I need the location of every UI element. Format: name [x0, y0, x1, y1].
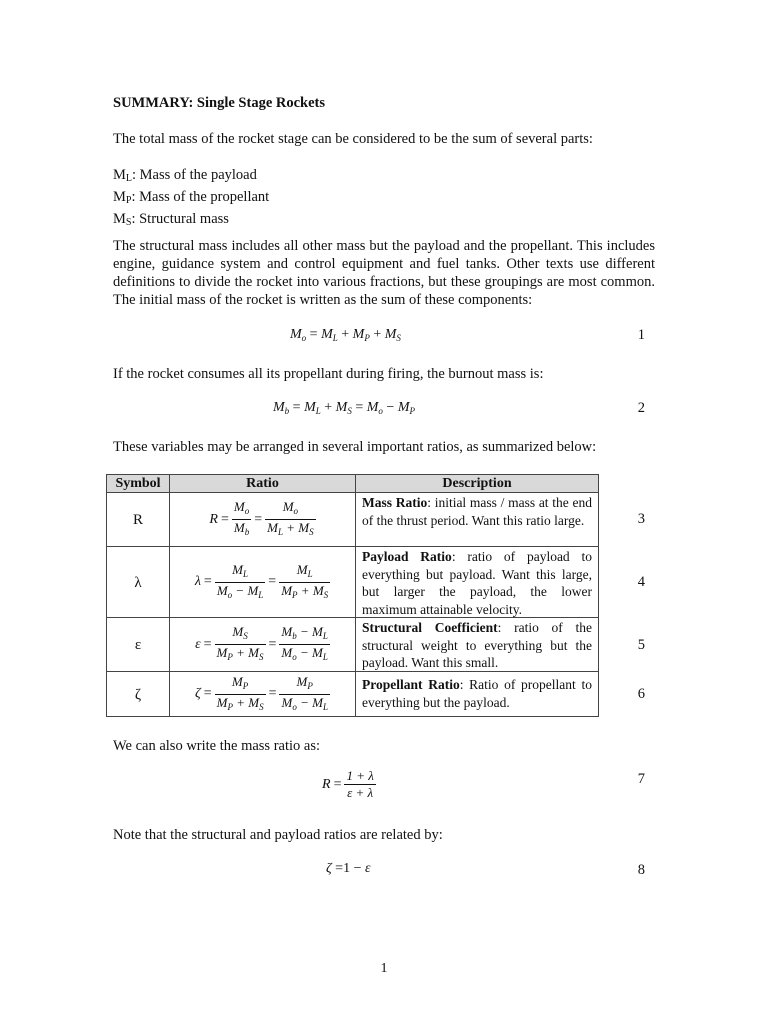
ratio-zeta-formula: ζ = $\frac{M_P}{M_P + M_S}$ = $\frac{M_P}{M_o - M_L}$ [169, 671, 356, 717]
header-ratio: Ratio [169, 474, 356, 493]
symbol-zeta: ζ [106, 671, 170, 717]
definition-propellant: $M_P$: Mass of the propellant [113, 189, 270, 206]
equation-7: R = $\frac{1 + \lambda}{\varepsilon + \lambda}$ [322, 768, 374, 800]
intro-paragraph: The total mass of the rocket stage can be considered to be the sum of several parts: [113, 131, 593, 147]
header-symbol: Symbol [106, 474, 170, 493]
equation-7-number: 7 [637, 771, 645, 787]
description-propellant-ratio: Propellant Ratio: Ratio of propellant to everything but the payload. [355, 671, 599, 717]
equation-2-number: 2 [637, 400, 645, 416]
equation-4-number: 4 [637, 574, 645, 590]
description-payload-ratio: Payload Ratio: ratio of payload to everything but payload. Want this large, but larger the payload, the lower maximum attainable velocity. [355, 546, 599, 618]
page-number: 1 [380, 961, 388, 976]
equation-8-number: 8 [637, 862, 645, 878]
page-title: SUMMARY: Single Stage Rockets [113, 95, 326, 111]
symbol-R: R [106, 492, 170, 547]
definition-payload: $M_L$: Mass of the payload [113, 167, 257, 184]
header-description: Description [355, 474, 599, 493]
structural-paragraph: The structural mass includes all other mass but the payload and the propellant. This includes engine, guidance system and control equipment and fuel tanks. Other texts use different definitions to divide the rocket into various fractions, but these groupings are most common. The initial mass of the rocket is written as the sum of these components: [113, 238, 655, 308]
ratios-text: These variables may be arranged in several important ratios, as summarized below: [113, 439, 597, 455]
equation-1: $M_o = M_L + M_P + M_S$ [290, 327, 401, 343]
equation-1-number: 1 [637, 327, 645, 343]
ratio-lambda-formula: λ = $\frac{M_L}{M_o - M_L}$ = $\frac{M_L}{M_P + M_S}$ [169, 546, 356, 618]
symbol-lambda: λ [106, 546, 170, 618]
equation-8: ζ =1 − ε [326, 861, 371, 876]
mass-definitions [113, 166, 269, 232]
equation-5-number: 5 [637, 637, 645, 653]
equation-2: $M_b = M_L + M_S = M_o - M_P$ [273, 400, 415, 416]
related-text: Note that the structural and payload ratios are related by: [113, 827, 443, 843]
equation-3-number: 3 [637, 511, 645, 527]
burnout-text: If the rocket consumes all its propellant during firing, the burnout mass is: [113, 366, 544, 382]
mass-ratio-text: We can also write the mass ratio as: [113, 738, 321, 754]
equation-6-number: 6 [637, 686, 645, 702]
definition-structural: $M_S$: Structural mass [113, 211, 229, 228]
description-mass-ratio: Mass Ratio: initial mass / mass at the end of the thrust period. Want this ratio large. [355, 492, 599, 547]
ratio-R-formula: R = $\frac{M_o}{M_b}$ = $\frac{M_o}{M_L + M_S}$ [169, 492, 356, 547]
ratio-epsilon-formula: ε = $\frac{M_S}{M_P + M_S}$ = $\frac{M_b - M_L}{M_o - M_L}$ [169, 617, 356, 672]
symbol-epsilon: ε [106, 617, 170, 672]
description-structural-coefficient: Structural Coefficient: ratio of the structural weight to everything but the payload. Want this small. [355, 617, 599, 672]
